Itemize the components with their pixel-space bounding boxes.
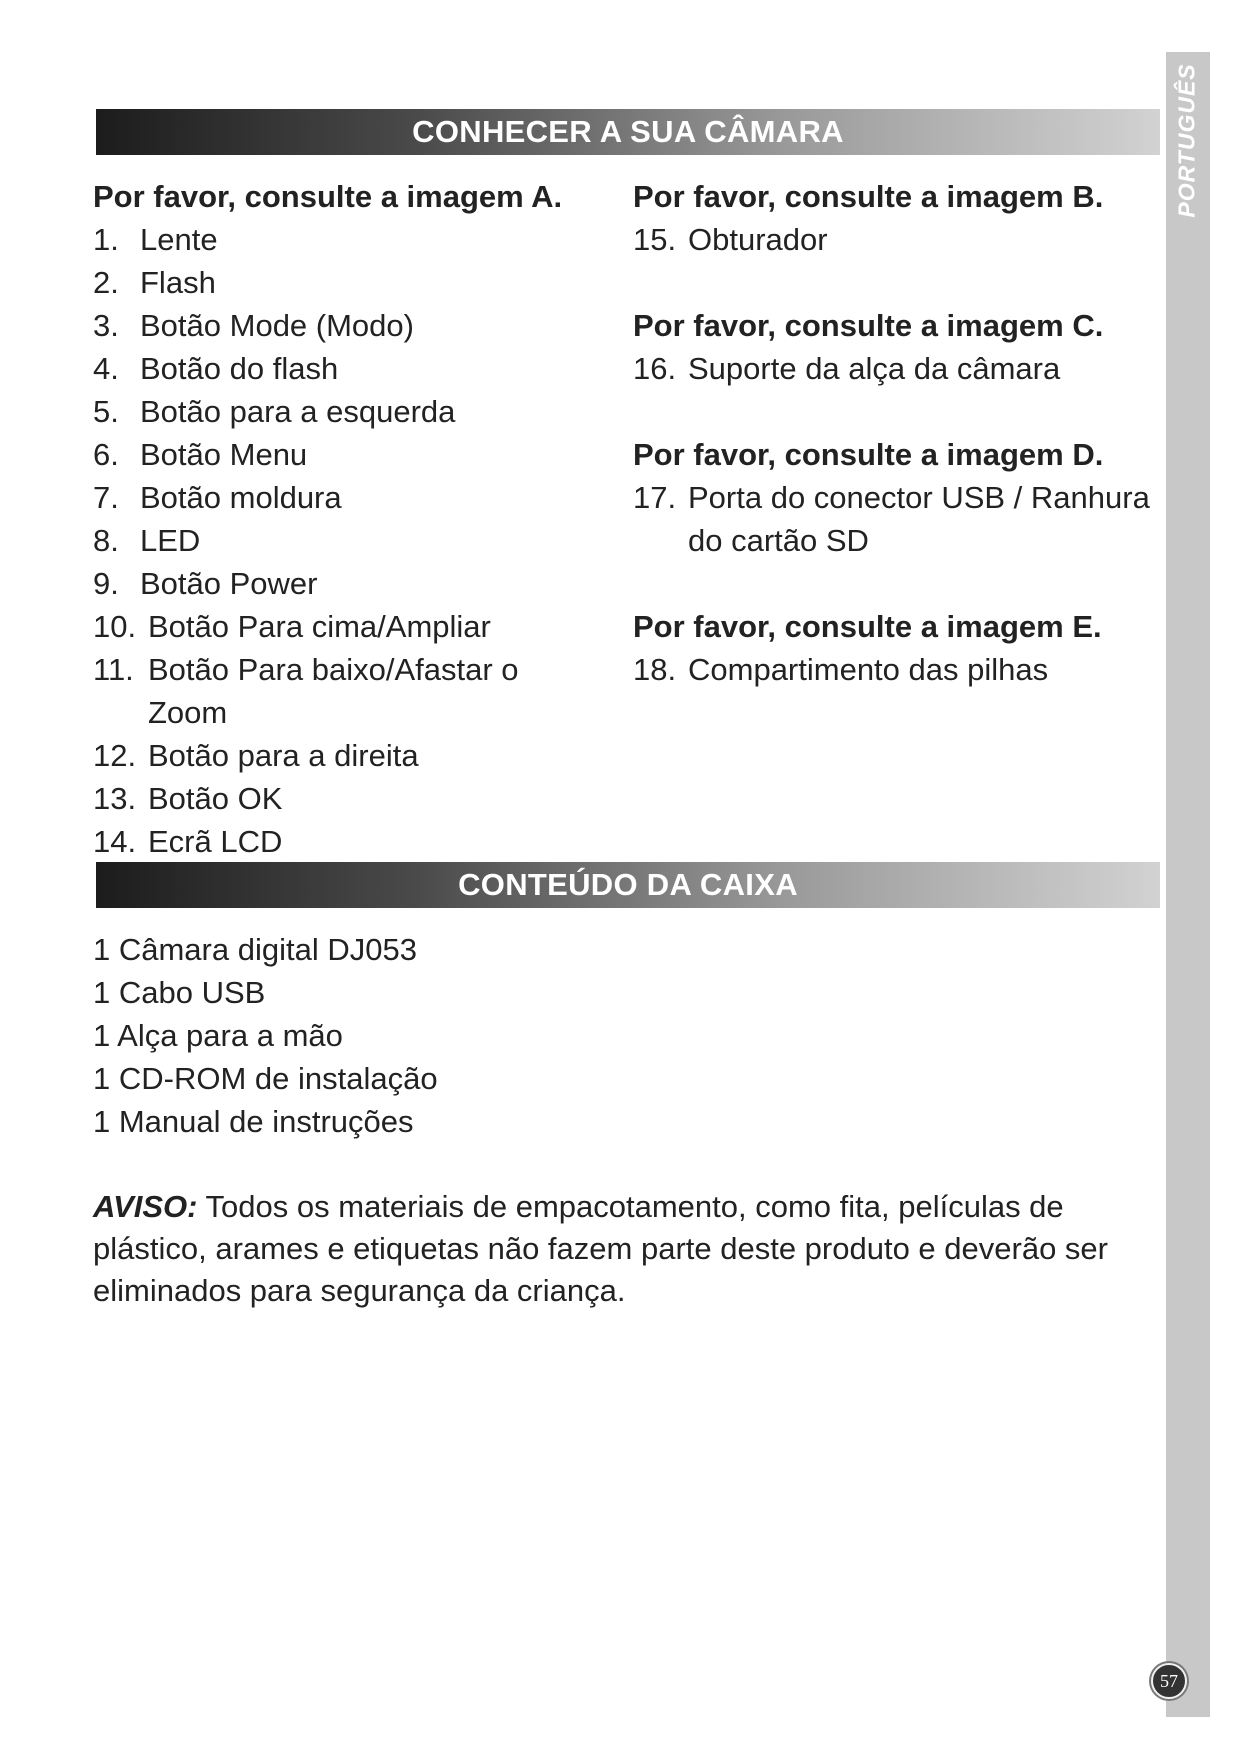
list-item: 10. Botão Para cima/Ampliar — [93, 609, 491, 644]
section-banner-know-your-camera — [96, 109, 1160, 155]
parts-list-image-a — [93, 175, 593, 863]
list-item: 5. Botão para a esquerda — [93, 394, 456, 429]
box-contents-list — [93, 928, 438, 1143]
warning-text: Todos os materiais de empacotamento, como fita, películas de plástico, arames e etiquetas não fazem parte deste produto e deverão ser eliminados para segurança da criança. — [93, 1189, 1108, 1308]
list-item: 15. Obturador — [633, 222, 828, 257]
list-item: 12. Botão para a direita — [93, 738, 419, 773]
list-heading-image-d: Por favor, consulte a imagem D. — [633, 437, 1104, 472]
section-title: CONTEÚDO DA CAIXA — [458, 867, 798, 902]
list-item: 1 Cabo USB — [93, 975, 266, 1010]
list-item: 8. LED — [93, 523, 201, 558]
list-item: 7. Botão moldura — [93, 480, 342, 515]
page-number-badge: 57 — [1151, 1663, 1187, 1699]
list-item: 13. Botão OK — [93, 781, 283, 816]
list-item: 11. Botão Para baixo/Afastar o Zoom — [93, 652, 519, 730]
side-language-label: PORTUGUÊS — [1173, 62, 1200, 218]
list-heading-image-e: Por favor, consulte a imagem E. — [633, 609, 1102, 644]
list-heading: Por favor, consulte a imagem A. — [93, 179, 563, 214]
warning-paragraph — [93, 1186, 1153, 1312]
list-item: 6. Botão Menu — [93, 437, 308, 472]
list-item: 18. Compartimento das pilhas — [633, 652, 1049, 687]
list-heading-image-c: Por favor, consulte a imagem C. — [633, 308, 1104, 343]
list-item: 3. Botão Mode (Modo) — [93, 308, 414, 343]
section-title: CONHECER A SUA CÂMARA — [412, 114, 844, 149]
warning-label: AVISO: — [93, 1189, 198, 1224]
list-item: 1 Manual de instruções — [93, 1104, 414, 1139]
list-item: 2. Flash — [93, 265, 216, 300]
side-language-tab — [1166, 52, 1210, 1717]
list-item: 1 CD-ROM de instalação — [93, 1061, 438, 1096]
list-item: 1. Lente — [93, 222, 218, 257]
parts-list — [93, 218, 593, 863]
list-item: 4. Botão do flash — [93, 351, 339, 386]
parts-list-images-b-e — [633, 175, 1163, 691]
list-item: 1 Alça para a mão — [93, 1018, 343, 1053]
list-item: 17. Porta do conector USB / Ranhura do cartão SD — [633, 480, 1150, 558]
section-banner-box-contents — [96, 862, 1160, 908]
list-item: 1 Câmara digital DJ053 — [93, 932, 417, 967]
list-item: 9. Botão Power — [93, 566, 318, 601]
list-heading-image-b: Por favor, consulte a imagem B. — [633, 179, 1104, 214]
list-item: 16. Suporte da alça da câmara — [633, 351, 1061, 386]
list-item: 14. Ecrã LCD — [93, 824, 283, 859]
